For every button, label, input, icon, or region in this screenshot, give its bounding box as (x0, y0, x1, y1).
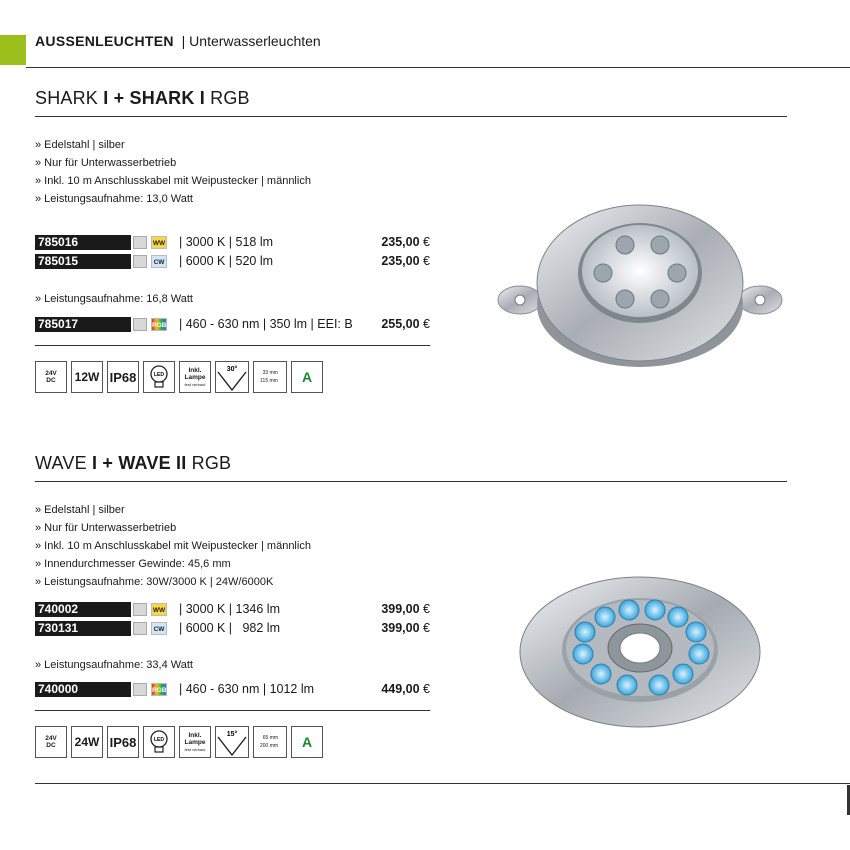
svg-text:15°: 15° (226, 731, 238, 738)
feature-item: » Edelstahl | silber (35, 504, 125, 516)
lamp-included-icon: Inkl. Lampe fest verbaut (179, 726, 211, 758)
ip-rating-icon: IP68 (107, 361, 139, 393)
table-divider (35, 345, 430, 346)
rgb-badge: RGB (151, 318, 167, 331)
variant-spec: | 3000 K | 518 lm (179, 235, 274, 249)
variant-spec: | 6000 K | 982 lm (179, 621, 280, 635)
variant-row (35, 254, 430, 270)
wattage-icon: 12W (71, 361, 103, 393)
article-number: 785016 (35, 235, 131, 250)
variant-price: 399,00 € (381, 621, 430, 635)
shark-product-photo (495, 195, 785, 375)
beam-angle-icon (215, 361, 249, 393)
feature-item: » Leistungsaufnahme: 13,0 Watt (35, 193, 193, 205)
color-swatch (133, 683, 147, 696)
variant-price: 449,00 € (381, 682, 430, 696)
efficiency-class-icon: A (291, 361, 323, 393)
feature-item: » Edelstahl | silber (35, 139, 125, 151)
feature-list (35, 501, 311, 591)
section-color-tab (0, 35, 26, 65)
article-number: 785017 (35, 317, 131, 332)
wattage-icon: 24W (71, 726, 103, 758)
variant-price: 255,00 € (381, 317, 430, 331)
feature-item: » Nur für Unterwasserbetrieb (35, 157, 177, 169)
dimensions-icon: 33 mm 115 mm (253, 361, 287, 393)
article-number: 740002 (35, 602, 131, 617)
subcategory-label: | Unterwasserleuchten (181, 33, 321, 49)
warm-white-badge: WW (151, 603, 167, 616)
variant-spec: | 460 - 630 nm | 350 lm | EEI: B (179, 317, 353, 331)
article-number: 730131 (35, 621, 131, 636)
variant-price: 235,00 € (381, 254, 430, 268)
color-swatch (133, 236, 147, 249)
led-bulb-icon (143, 361, 175, 393)
product-title-wave: WAVE I + WAVE II RGB (35, 453, 232, 473)
dimensions-icon: 65 mm 200 mm (253, 726, 287, 758)
color-swatch (133, 318, 147, 331)
variant-row (35, 235, 430, 251)
feature-item: » Inkl. 10 m Anschlusskabel mit Weipustecker | männlich (35, 540, 311, 552)
header-divider (26, 67, 850, 68)
page-header (35, 33, 321, 49)
color-swatch (133, 622, 147, 635)
wave-product-photo (515, 572, 765, 732)
variant-row-rgb (35, 682, 430, 698)
title-divider (35, 481, 787, 482)
feature-item: » Innendurchmesser Gewinde: 45,6 mm (35, 558, 231, 570)
svg-text:30°: 30° (226, 366, 238, 373)
warm-white-badge: WW (151, 236, 167, 249)
feature-item: » Leistungsaufnahme: 30W/3000 K | 24W/6000K (35, 576, 274, 588)
article-number: 740000 (35, 682, 131, 697)
table-divider (35, 710, 430, 711)
beam-angle-icon (215, 726, 249, 758)
power-note: » Leistungsaufnahme: 33,4 Watt (35, 659, 193, 671)
feature-item: » Nur für Unterwasserbetrieb (35, 522, 177, 534)
variant-spec: | 6000 K | 520 lm (179, 254, 274, 268)
cold-white-badge: CW (151, 255, 167, 268)
color-swatch (133, 255, 147, 268)
variant-price: 235,00 € (381, 235, 430, 249)
color-swatch (133, 603, 147, 616)
ip-rating-icon: IP68 (107, 726, 139, 758)
led-bulb-icon (143, 726, 175, 758)
feature-list (35, 136, 311, 208)
lamp-included-icon: Inkl. Lampe fest verbaut (179, 361, 211, 393)
article-number: 785015 (35, 254, 131, 269)
variant-price: 399,00 € (381, 602, 430, 616)
variant-spec: | 460 - 630 nm | 1012 lm (179, 682, 315, 696)
variant-row-rgb (35, 317, 430, 333)
voltage-icon: 24V DC (35, 726, 67, 758)
voltage-icon: 24V DC (35, 361, 67, 393)
variant-row (35, 621, 430, 637)
variant-spec: | 3000 K | 1346 lm (179, 602, 281, 616)
power-note: » Leistungsaufnahme: 16,8 Watt (35, 293, 193, 305)
product-title-shark: SHARK I + SHARK I RGB (35, 88, 250, 108)
footer-divider (35, 783, 850, 784)
variant-row (35, 602, 430, 618)
cold-white-badge: CW (151, 622, 167, 635)
feature-item: » Inkl. 10 m Anschlusskabel mit Weipustecker | männlich (35, 175, 311, 187)
title-divider (35, 116, 787, 117)
svg-text:LED: LED (154, 372, 164, 378)
svg-text:LED: LED (154, 737, 164, 743)
category-label: AUSSENLEUCHTEN (35, 33, 174, 49)
efficiency-class-icon: A (291, 726, 323, 758)
rgb-badge: RGB (151, 683, 167, 696)
